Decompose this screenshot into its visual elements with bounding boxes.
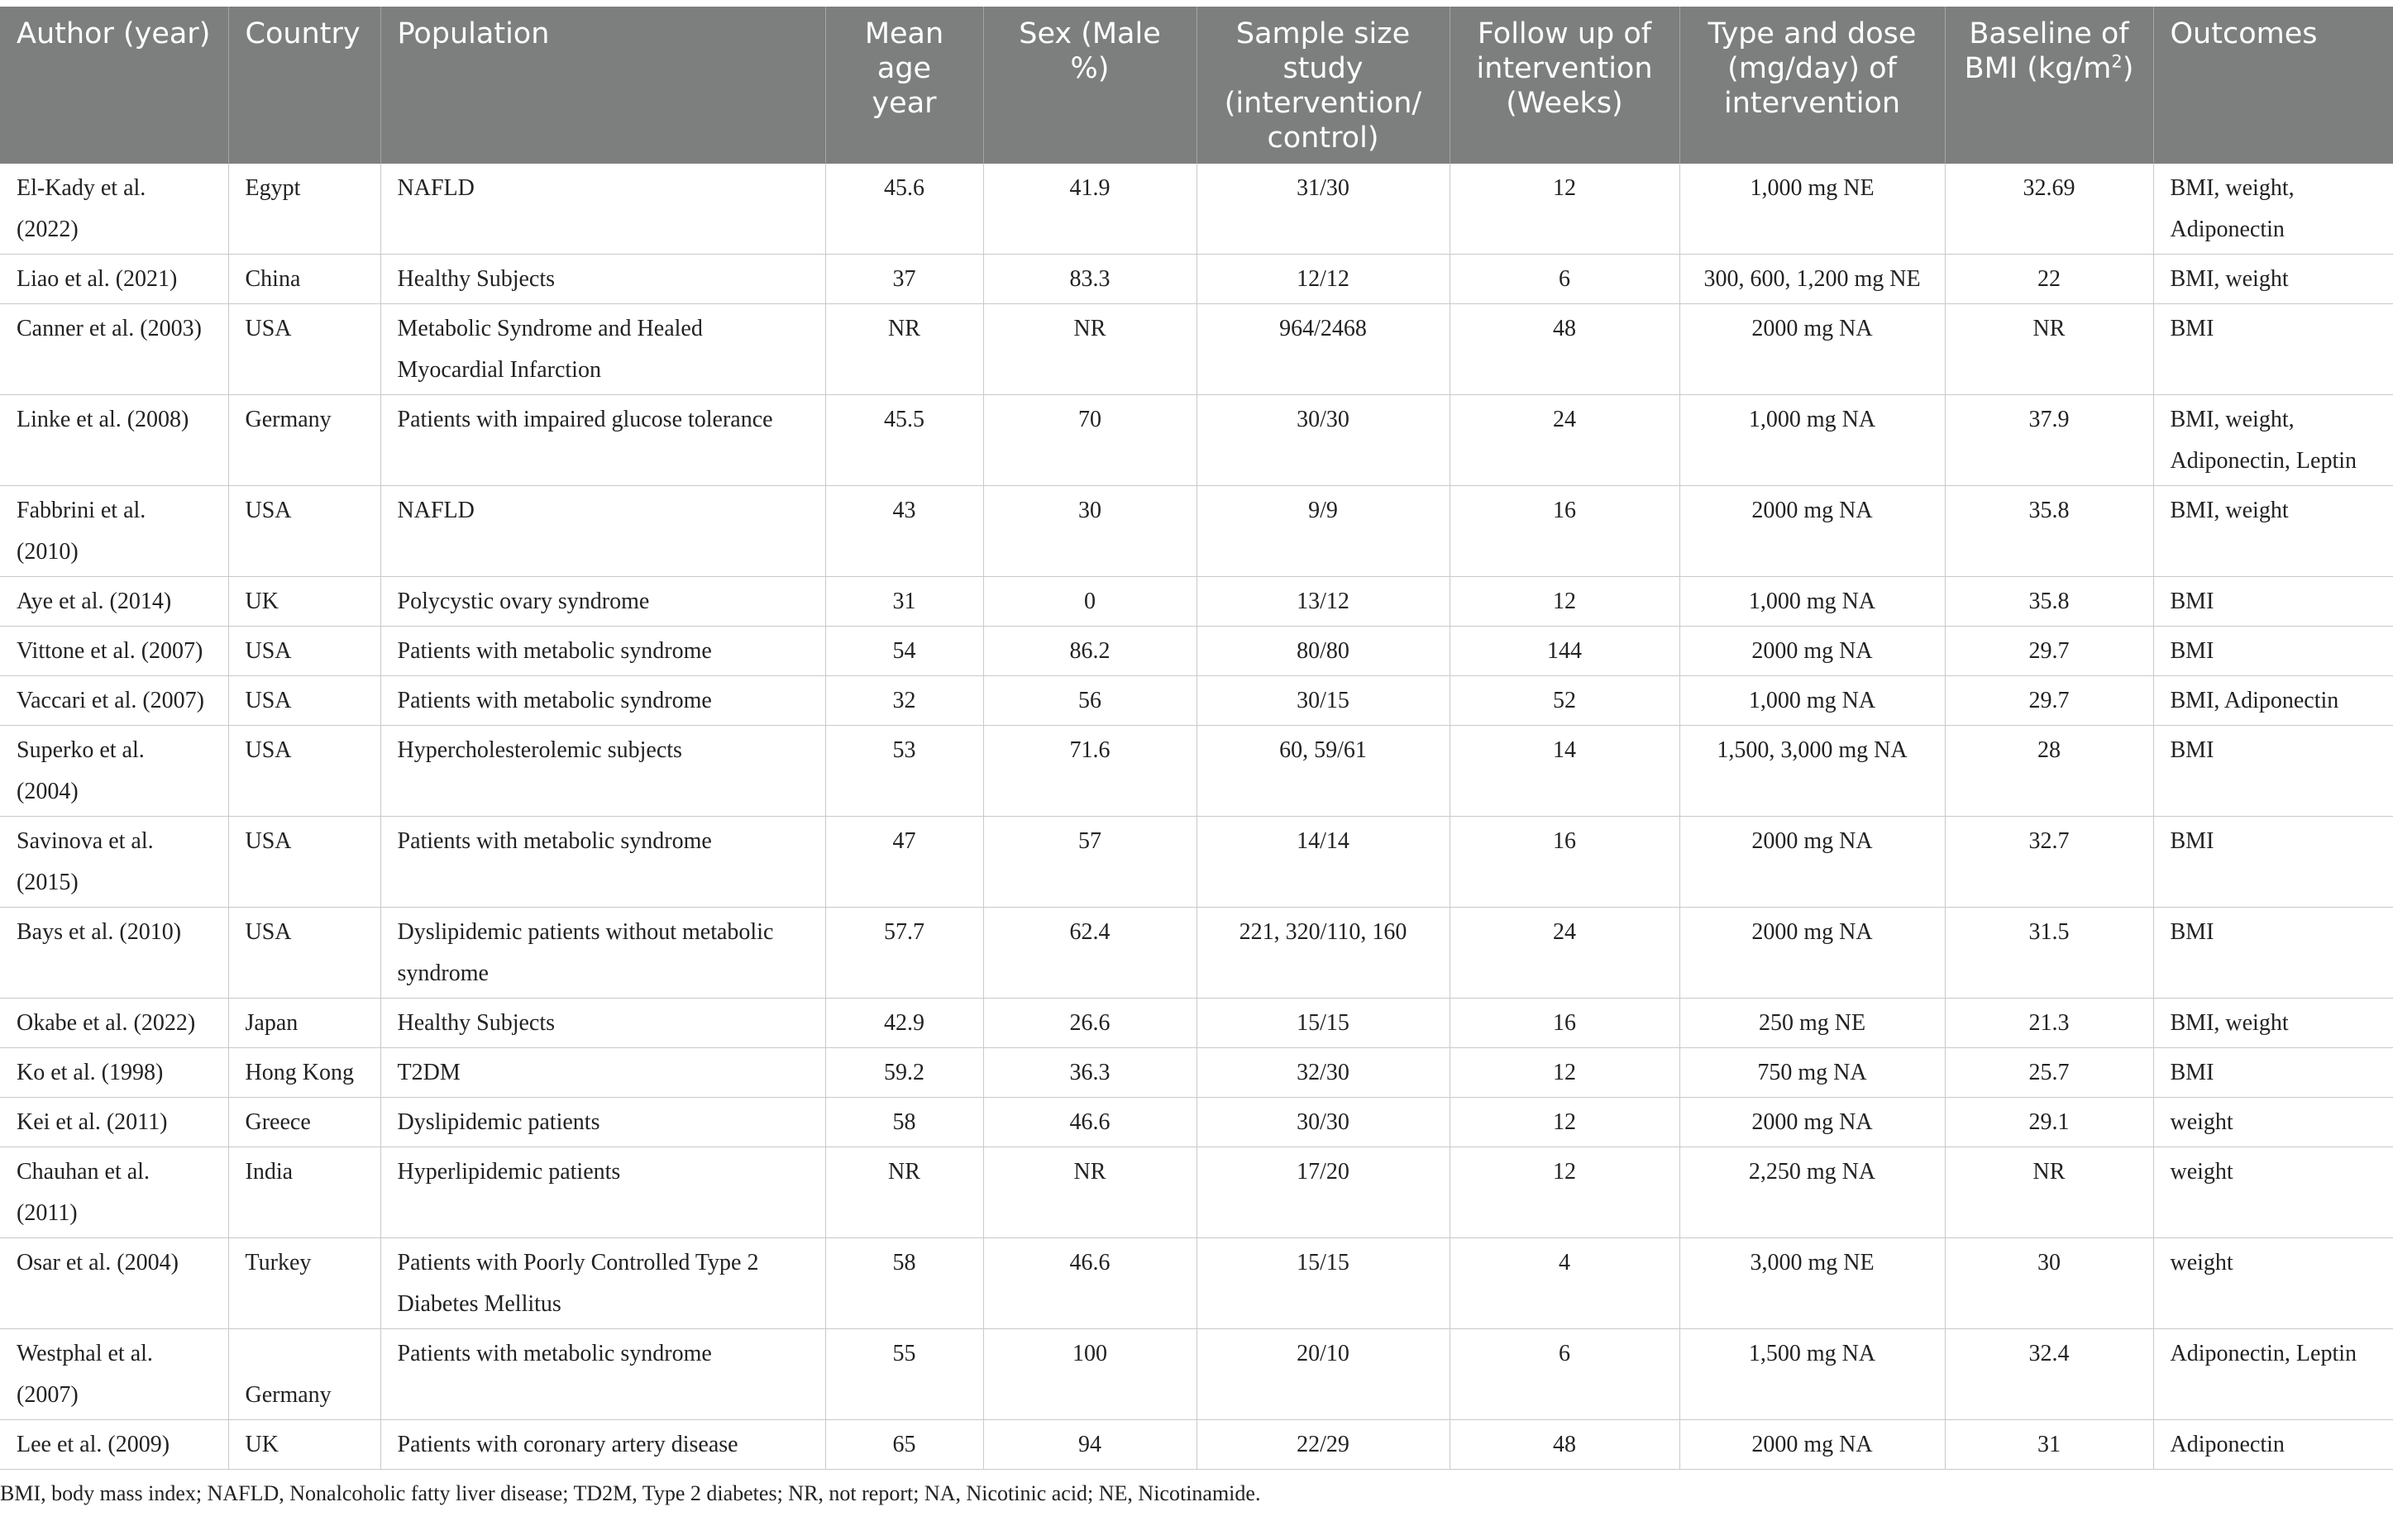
cell-country: UK xyxy=(228,1420,380,1470)
header-sample-size: Sample size study (intervention/ control) xyxy=(1196,7,1450,164)
cell-mean-age: NR xyxy=(825,1147,983,1238)
table-row xyxy=(0,486,2393,577)
cell-dose: 1,500, 3,000 mg NA xyxy=(1679,726,1945,817)
header-population: Population xyxy=(380,7,825,164)
cell-sex: 46.6 xyxy=(983,1238,1196,1329)
table-row xyxy=(0,1098,2393,1147)
cell-mean-age: 54 xyxy=(825,627,983,676)
cell-follow-up: 12 xyxy=(1450,1048,1679,1098)
cell-sample-size: 60, 59/61 xyxy=(1196,726,1450,817)
table-row xyxy=(0,627,2393,676)
cell-dose: 1,500 mg NA xyxy=(1679,1329,1945,1420)
cell-sample-size: 22/29 xyxy=(1196,1420,1450,1470)
cell-baseline-bmi: 35.8 xyxy=(1945,577,2153,627)
cell-dose: 3,000 mg NE xyxy=(1679,1238,1945,1329)
header-dose: Type and dose (mg/day) of intervention xyxy=(1679,7,1945,164)
cell-follow-up: 12 xyxy=(1450,164,1679,255)
cell-sex: 71.6 xyxy=(983,726,1196,817)
cell-population: Metabolic Syndrome and Healed Myocardial Infarction xyxy=(380,304,825,395)
cell-mean-age: 45.5 xyxy=(825,395,983,486)
cell-population: Hyperlipidemic patients xyxy=(380,1147,825,1238)
cell-country: Hong Kong xyxy=(228,1048,380,1098)
cell-author: Superko et al. (2004) xyxy=(0,726,228,817)
cell-outcomes: BMI, weight xyxy=(2153,486,2393,577)
cell-dose: 2000 mg NA xyxy=(1679,1098,1945,1147)
header-bmi-superscript: 2 xyxy=(2111,51,2123,72)
cell-follow-up: 144 xyxy=(1450,627,1679,676)
cell-population: Healthy Subjects xyxy=(380,999,825,1048)
cell-sample-size: 9/9 xyxy=(1196,486,1450,577)
cell-sex: 62.4 xyxy=(983,908,1196,999)
cell-mean-age: 43 xyxy=(825,486,983,577)
cell-dose: 2000 mg NA xyxy=(1679,908,1945,999)
cell-population: Patients with Poorly Controlled Type 2 Diabetes Mellitus xyxy=(380,1238,825,1329)
cell-author: Aye et al. (2014) xyxy=(0,577,228,627)
cell-outcomes: BMI, weight xyxy=(2153,999,2393,1048)
cell-country: China xyxy=(228,255,380,304)
cell-country: Turkey xyxy=(228,1238,380,1329)
cell-baseline-bmi: 22 xyxy=(1945,255,2153,304)
cell-sample-size: 15/15 xyxy=(1196,999,1450,1048)
cell-outcomes: weight xyxy=(2153,1238,2393,1329)
cell-outcomes: Adiponectin, Leptin xyxy=(2153,1329,2393,1420)
cell-dose: 2000 mg NA xyxy=(1679,627,1945,676)
cell-population: Dyslipidemic patients without metabolic syndrome xyxy=(380,908,825,999)
cell-baseline-bmi: 35.8 xyxy=(1945,486,2153,577)
cell-outcomes: BMI xyxy=(2153,908,2393,999)
cell-dose: 1,000 mg NA xyxy=(1679,676,1945,726)
cell-baseline-bmi: 32.7 xyxy=(1945,817,2153,908)
table-row xyxy=(0,304,2393,395)
cell-baseline-bmi: 29.1 xyxy=(1945,1098,2153,1147)
cell-sample-size: 30/30 xyxy=(1196,1098,1450,1147)
cell-population: Patients with coronary artery disease xyxy=(380,1420,825,1470)
study-table-container xyxy=(0,7,2393,1506)
cell-author: El-Kady et al. (2022) xyxy=(0,164,228,255)
header-country: Country xyxy=(228,7,380,164)
cell-population: Patients with impaired glucose tolerance xyxy=(380,395,825,486)
cell-follow-up: 12 xyxy=(1450,1147,1679,1238)
header-baseline-bmi xyxy=(1945,7,2153,164)
cell-population: Patients with metabolic syndrome xyxy=(380,1329,825,1420)
cell-author: Westphal et al. (2007) xyxy=(0,1329,228,1420)
header-outcomes: Outcomes xyxy=(2153,7,2393,164)
cell-mean-age: 45.6 xyxy=(825,164,983,255)
cell-mean-age: 32 xyxy=(825,676,983,726)
table-row xyxy=(0,676,2393,726)
cell-population: T2DM xyxy=(380,1048,825,1098)
cell-outcomes: BMI, weight xyxy=(2153,255,2393,304)
cell-outcomes: BMI xyxy=(2153,817,2393,908)
cell-author: Vaccari et al. (2007) xyxy=(0,676,228,726)
table-row xyxy=(0,1048,2393,1098)
cell-sample-size: 15/15 xyxy=(1196,1238,1450,1329)
cell-mean-age: 58 xyxy=(825,1238,983,1329)
cell-author: Chauhan et al. (2011) xyxy=(0,1147,228,1238)
cell-sample-size: 31/30 xyxy=(1196,164,1450,255)
cell-country: USA xyxy=(228,304,380,395)
table-row xyxy=(0,1420,2393,1470)
cell-mean-age: 65 xyxy=(825,1420,983,1470)
cell-mean-age: 37 xyxy=(825,255,983,304)
table-row xyxy=(0,1147,2393,1238)
cell-dose: 2,250 mg NA xyxy=(1679,1147,1945,1238)
cell-author: Fabbrini et al. (2010) xyxy=(0,486,228,577)
cell-baseline-bmi: 28 xyxy=(1945,726,2153,817)
cell-author: Linke et al. (2008) xyxy=(0,395,228,486)
table-header-row xyxy=(0,7,2393,164)
cell-mean-age: 58 xyxy=(825,1098,983,1147)
cell-author: Kei et al. (2011) xyxy=(0,1098,228,1147)
cell-sex: 41.9 xyxy=(983,164,1196,255)
table-row xyxy=(0,255,2393,304)
table-row xyxy=(0,817,2393,908)
cell-sex: 70 xyxy=(983,395,1196,486)
cell-sex: 30 xyxy=(983,486,1196,577)
cell-dose: 2000 mg NA xyxy=(1679,1420,1945,1470)
cell-dose: 250 mg NE xyxy=(1679,999,1945,1048)
cell-outcomes: weight xyxy=(2153,1098,2393,1147)
cell-country: USA xyxy=(228,627,380,676)
cell-population: Polycystic ovary syndrome xyxy=(380,577,825,627)
cell-population: Dyslipidemic patients xyxy=(380,1098,825,1147)
cell-dose: 1,000 mg NE xyxy=(1679,164,1945,255)
cell-population: Hypercholesterolemic subjects xyxy=(380,726,825,817)
cell-follow-up: 16 xyxy=(1450,817,1679,908)
header-bmi-close: ) xyxy=(2122,52,2134,85)
cell-country: USA xyxy=(228,908,380,999)
cell-mean-age: 42.9 xyxy=(825,999,983,1048)
cell-mean-age: 55 xyxy=(825,1329,983,1420)
cell-outcomes: BMI, weight, Adiponectin, Leptin xyxy=(2153,395,2393,486)
header-mean-age: Mean age year xyxy=(825,7,983,164)
cell-follow-up: 24 xyxy=(1450,908,1679,999)
study-characteristics-table xyxy=(0,7,2393,1470)
cell-outcomes: BMI, weight, Adiponectin xyxy=(2153,164,2393,255)
cell-author: Okabe et al. (2022) xyxy=(0,999,228,1048)
cell-follow-up: 14 xyxy=(1450,726,1679,817)
cell-follow-up: 12 xyxy=(1450,577,1679,627)
cell-dose: 750 mg NA xyxy=(1679,1048,1945,1098)
cell-sample-size: 80/80 xyxy=(1196,627,1450,676)
cell-author: Ko et al. (1998) xyxy=(0,1048,228,1098)
cell-sample-size: 20/10 xyxy=(1196,1329,1450,1420)
cell-mean-age: 59.2 xyxy=(825,1048,983,1098)
cell-baseline-bmi: 25.7 xyxy=(1945,1048,2153,1098)
cell-follow-up: 48 xyxy=(1450,304,1679,395)
cell-country: USA xyxy=(228,726,380,817)
cell-mean-age: 47 xyxy=(825,817,983,908)
cell-country: Germany xyxy=(228,1329,380,1420)
cell-follow-up: 16 xyxy=(1450,486,1679,577)
cell-sample-size: 30/15 xyxy=(1196,676,1450,726)
cell-country: Germany xyxy=(228,395,380,486)
cell-author: Canner et al. (2003) xyxy=(0,304,228,395)
cell-sample-size: 12/12 xyxy=(1196,255,1450,304)
cell-country: India xyxy=(228,1147,380,1238)
cell-sex: 26.6 xyxy=(983,999,1196,1048)
table-row xyxy=(0,1238,2393,1329)
cell-dose: 1,000 mg NA xyxy=(1679,577,1945,627)
cell-population: Patients with metabolic syndrome xyxy=(380,676,825,726)
cell-outcomes: weight xyxy=(2153,1147,2393,1238)
cell-sex: NR xyxy=(983,304,1196,395)
cell-sex: 36.3 xyxy=(983,1048,1196,1098)
table-row xyxy=(0,577,2393,627)
cell-sex: 46.6 xyxy=(983,1098,1196,1147)
cell-author: Vittone et al. (2007) xyxy=(0,627,228,676)
cell-sex: 57 xyxy=(983,817,1196,908)
cell-sex: 83.3 xyxy=(983,255,1196,304)
cell-follow-up: 52 xyxy=(1450,676,1679,726)
cell-author: Liao et al. (2021) xyxy=(0,255,228,304)
table-footnote: BMI, body mass index; NAFLD, Nonalcoholic fatty liver disease; TD2M, Type 2 diabetes; NR, not report; NA, Nicotinic acid; NE, Nicotinamide. xyxy=(0,1481,1261,1505)
table-row xyxy=(0,395,2393,486)
table-row xyxy=(0,726,2393,817)
cell-sample-size: 30/30 xyxy=(1196,395,1450,486)
table-row xyxy=(0,908,2393,999)
cell-country: USA xyxy=(228,486,380,577)
cell-country: Greece xyxy=(228,1098,380,1147)
cell-author: Savinova et al. (2015) xyxy=(0,817,228,908)
cell-baseline-bmi: 21.3 xyxy=(1945,999,2153,1048)
cell-sex: 100 xyxy=(983,1329,1196,1420)
cell-baseline-bmi: 29.7 xyxy=(1945,627,2153,676)
cell-outcomes: BMI xyxy=(2153,1048,2393,1098)
cell-sample-size: 17/20 xyxy=(1196,1147,1450,1238)
cell-outcomes: BMI xyxy=(2153,304,2393,395)
cell-follow-up: 12 xyxy=(1450,1098,1679,1147)
cell-outcomes: BMI xyxy=(2153,627,2393,676)
cell-author: Lee et al. (2009) xyxy=(0,1420,228,1470)
table-row xyxy=(0,164,2393,255)
cell-sample-size: 13/12 xyxy=(1196,577,1450,627)
cell-baseline-bmi: 31.5 xyxy=(1945,908,2153,999)
cell-mean-age: 53 xyxy=(825,726,983,817)
cell-population: NAFLD xyxy=(380,164,825,255)
header-author: Author (year) xyxy=(0,7,228,164)
cell-outcomes: BMI, Adiponectin xyxy=(2153,676,2393,726)
cell-dose: 1,000 mg NA xyxy=(1679,395,1945,486)
table-row xyxy=(0,999,2393,1048)
cell-outcomes: Adiponectin xyxy=(2153,1420,2393,1470)
header-bmi-text: Baseline of BMI (kg/m xyxy=(1964,17,2129,85)
cell-sex: NR xyxy=(983,1147,1196,1238)
cell-outcomes: BMI xyxy=(2153,577,2393,627)
cell-baseline-bmi: 29.7 xyxy=(1945,676,2153,726)
cell-country: UK xyxy=(228,577,380,627)
cell-baseline-bmi: NR xyxy=(1945,1147,2153,1238)
cell-dose: 2000 mg NA xyxy=(1679,817,1945,908)
cell-mean-age: 57.7 xyxy=(825,908,983,999)
cell-mean-age: NR xyxy=(825,304,983,395)
header-follow-up: Follow up of intervention (Weeks) xyxy=(1450,7,1679,164)
cell-follow-up: 4 xyxy=(1450,1238,1679,1329)
cell-sex: 94 xyxy=(983,1420,1196,1470)
cell-sex: 86.2 xyxy=(983,627,1196,676)
cell-follow-up: 6 xyxy=(1450,1329,1679,1420)
header-sex: Sex (Male %) xyxy=(983,7,1196,164)
cell-author: Bays et al. (2010) xyxy=(0,908,228,999)
cell-baseline-bmi: 30 xyxy=(1945,1238,2153,1329)
cell-baseline-bmi: 37.9 xyxy=(1945,395,2153,486)
cell-outcomes: BMI xyxy=(2153,726,2393,817)
cell-follow-up: 24 xyxy=(1450,395,1679,486)
cell-dose: 300, 600, 1,200 mg NE xyxy=(1679,255,1945,304)
cell-population: Patients with metabolic syndrome xyxy=(380,627,825,676)
cell-author: Osar et al. (2004) xyxy=(0,1238,228,1329)
cell-sample-size: 32/30 xyxy=(1196,1048,1450,1098)
cell-dose: 2000 mg NA xyxy=(1679,304,1945,395)
cell-follow-up: 6 xyxy=(1450,255,1679,304)
cell-baseline-bmi: NR xyxy=(1945,304,2153,395)
cell-baseline-bmi: 32.4 xyxy=(1945,1329,2153,1420)
cell-population: Healthy Subjects xyxy=(380,255,825,304)
cell-follow-up: 48 xyxy=(1450,1420,1679,1470)
cell-dose: 2000 mg NA xyxy=(1679,486,1945,577)
cell-sample-size: 221, 320/110, 160 xyxy=(1196,908,1450,999)
cell-sex: 0 xyxy=(983,577,1196,627)
cell-sample-size: 964/2468 xyxy=(1196,304,1450,395)
table-body xyxy=(0,164,2393,1470)
cell-country: USA xyxy=(228,676,380,726)
cell-baseline-bmi: 31 xyxy=(1945,1420,2153,1470)
cell-population: Patients with metabolic syndrome xyxy=(380,817,825,908)
cell-country: Egypt xyxy=(228,164,380,255)
cell-country: USA xyxy=(228,817,380,908)
cell-mean-age: 31 xyxy=(825,577,983,627)
cell-country: Japan xyxy=(228,999,380,1048)
cell-sample-size: 14/14 xyxy=(1196,817,1450,908)
cell-sex: 56 xyxy=(983,676,1196,726)
cell-population: NAFLD xyxy=(380,486,825,577)
cell-follow-up: 16 xyxy=(1450,999,1679,1048)
cell-baseline-bmi: 32.69 xyxy=(1945,164,2153,255)
table-row xyxy=(0,1329,2393,1420)
